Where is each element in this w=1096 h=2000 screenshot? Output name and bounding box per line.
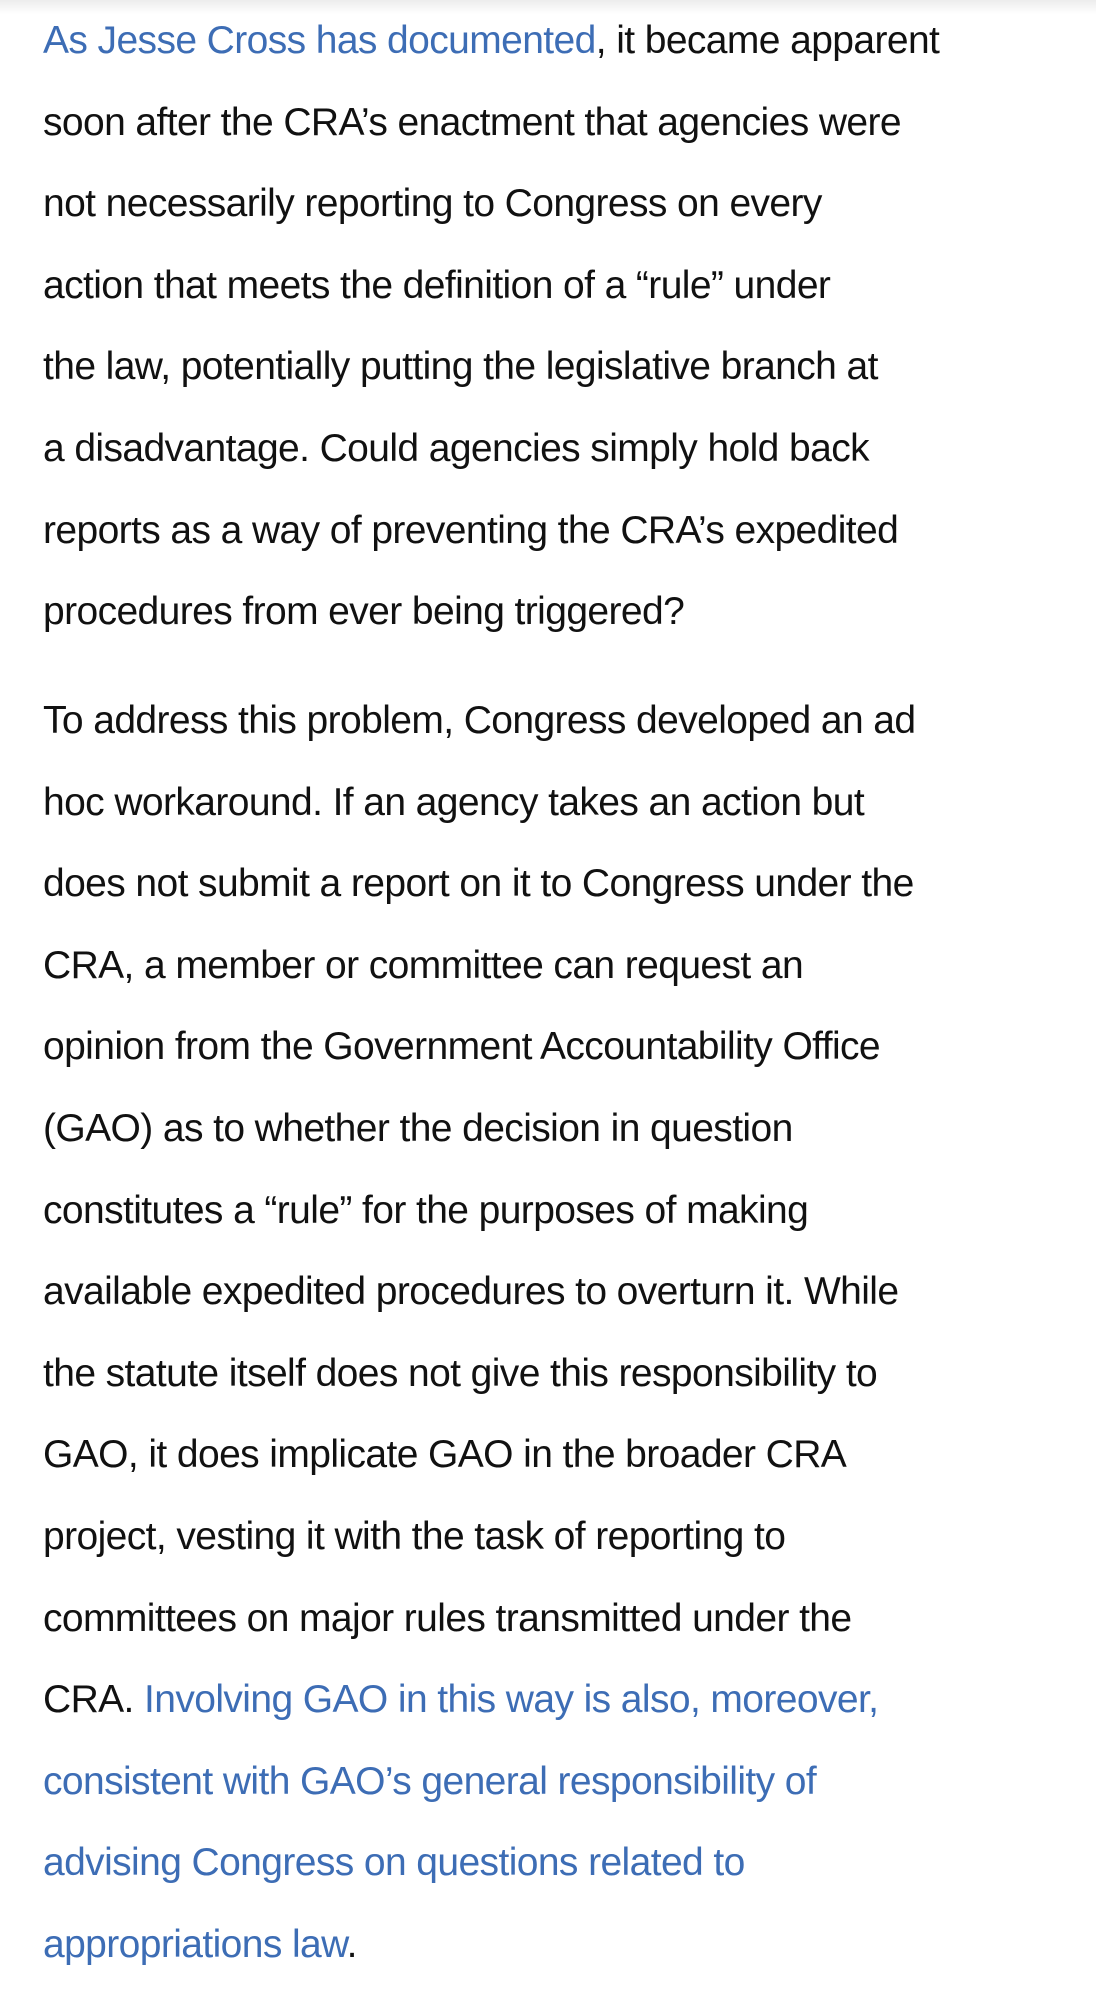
text-line <box>43 1822 1073 1904</box>
text-line <box>43 0 1073 82</box>
text-segment: , it became apparent <box>595 19 940 62</box>
text-line <box>43 245 1073 327</box>
text-segment: opinion from the Government Accountability Office <box>43 1025 880 1069</box>
text-line <box>43 1741 1073 1823</box>
text-segment: (GAO) as to whether the decision in question <box>43 1106 793 1150</box>
text-segment: available expedited procedures to overturn it. While <box>43 1270 899 1314</box>
inline-link[interactable]: appropriations law <box>43 1922 347 1966</box>
text-line <box>43 326 1073 408</box>
inline-link[interactable]: As Jesse Cross has documented <box>43 19 596 62</box>
text-segment: does not submit a report on it to Congress under the <box>43 862 914 906</box>
inline-link[interactable]: advising Congress on questions related to <box>43 1841 745 1885</box>
text-line <box>43 1496 1073 1578</box>
text-segment: the law, potentially putting the legislative branch at <box>43 345 878 389</box>
text-line <box>43 762 1073 844</box>
text-line <box>43 1578 1073 1660</box>
text-segment: To address this problem, Congress developed an ad <box>43 699 916 742</box>
text-segment: committees on major rules transmitted under the <box>43 1596 852 1640</box>
text-segment: soon after the CRA’s enactment that agencies were <box>43 100 901 144</box>
text-segment: . <box>346 1922 357 1966</box>
text-line <box>43 680 1073 762</box>
text-line <box>43 1414 1073 1496</box>
text-segment: project, vesting it with the task of reporting to <box>43 1514 786 1558</box>
text-line <box>43 490 1073 572</box>
text-line <box>43 163 1073 245</box>
inline-link[interactable]: consistent with GAO’s general responsibility of <box>43 1759 817 1803</box>
text-segment: CRA. <box>43 1678 145 1722</box>
text-segment: not necessarily reporting to Congress on every <box>43 182 822 226</box>
text-line <box>43 1170 1073 1252</box>
text-segment: hoc workaround. If an agency takes an action but <box>43 780 865 824</box>
text-line <box>43 1088 1073 1170</box>
text-segment: reports as a way of preventing the CRA’s expedited <box>43 508 899 552</box>
text-segment: constitutes a “rule” for the purposes of making <box>43 1188 809 1232</box>
text-line <box>43 843 1073 925</box>
text-segment: GAO, it does implicate GAO in the broader CRA <box>43 1433 847 1477</box>
text-segment: the statute itself does not give this responsibility to <box>43 1351 878 1395</box>
text-line <box>43 925 1073 1007</box>
inline-link[interactable]: Involving GAO in this way is also, moreover, <box>144 1678 879 1722</box>
paragraph-1 <box>43 0 1073 653</box>
text-line <box>43 82 1073 164</box>
text-segment: CRA, a member or committee can request an <box>43 943 804 987</box>
text-line <box>43 1904 1073 1986</box>
text-segment: a disadvantage. Could agencies simply hold back <box>43 426 869 470</box>
text-line <box>43 1251 1073 1333</box>
text-segment: action that meets the definition of a “rule” under <box>43 263 831 307</box>
text-segment: procedures from ever being triggered? <box>43 590 685 634</box>
text-line <box>43 1333 1073 1415</box>
text-line <box>43 1006 1073 1088</box>
text-line <box>43 571 1073 653</box>
text-line <box>43 1659 1073 1741</box>
paragraph-2 <box>43 680 1073 1986</box>
text-line <box>43 408 1073 490</box>
